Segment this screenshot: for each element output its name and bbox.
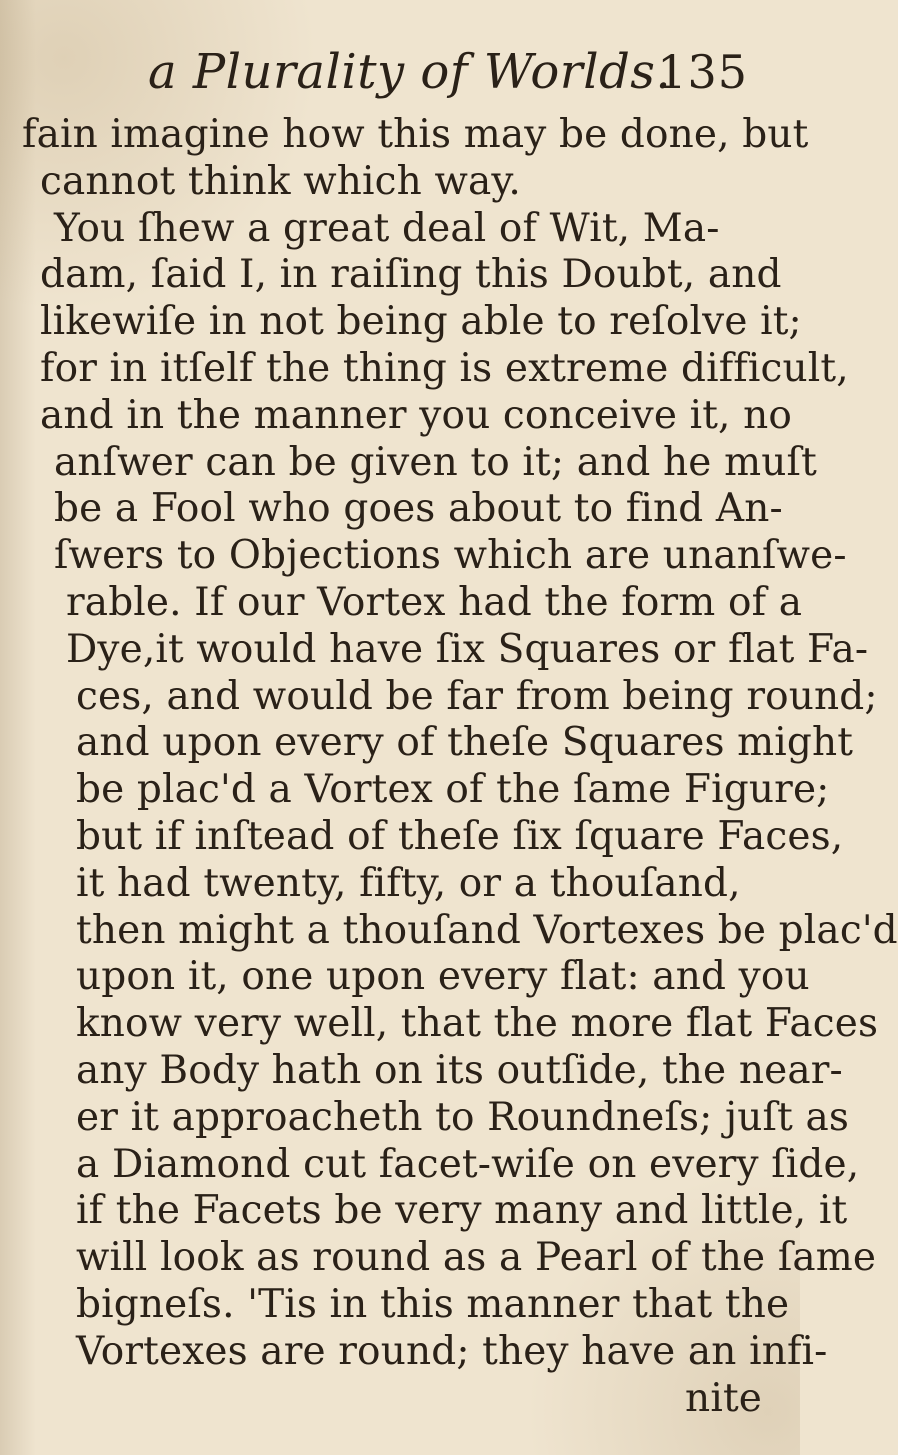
- text-line: be plac'd a Vortex of the ſame Figure;: [76, 767, 830, 813]
- text-line: upon it, one upon every flat: and you: [76, 954, 810, 1000]
- text-line: if the Facets be very many and little, it: [76, 1188, 848, 1234]
- text-line: then might a thouſand Vortexes be plac'd: [76, 907, 898, 953]
- text-line: for in itſelf the thing is extreme difficult,: [40, 345, 849, 391]
- text-line: ces, and would be far from being round;: [76, 673, 878, 719]
- running-title: a Plurality of Worlds.: [148, 44, 672, 100]
- text-line: but if inſtead of theſe ſix ſquare Faces,: [76, 813, 844, 859]
- text-line: anſwer can be given to it; and he muſt: [54, 439, 817, 485]
- text-line: You ſhew a great deal of Wit, Ma-: [54, 205, 720, 251]
- text-line: Dye,it would have ſix Squares or flat Fa-: [66, 626, 869, 672]
- text-line: dam, ſaid I, in raiſing this Doubt, and: [40, 252, 782, 298]
- text-line: fain imagine how this may be done, but: [22, 112, 809, 157]
- text-line: rable. If our Vortex had the form of a: [66, 579, 803, 625]
- text-line: be a Fool who goes about to find An-: [54, 486, 783, 532]
- text-line: and in the manner you conceive it, no: [40, 392, 793, 438]
- text-line: know very well, that the more flat Faces: [76, 1001, 879, 1047]
- page-number: 135: [657, 45, 748, 99]
- text-line: er it approacheth to Roundneſs; juſt as: [76, 1094, 850, 1140]
- text-line: a Diamond cut facet-wiſe on every ſide,: [76, 1141, 860, 1187]
- text-line: will look as round as a Pearl of the ſame: [76, 1235, 877, 1281]
- text-line: Vortexes are round; they have an infi-: [76, 1328, 828, 1374]
- text-line: likewiſe in not being able to reſolve it;: [40, 299, 802, 345]
- catchword: nite: [685, 1375, 762, 1421]
- body-text: [22, 112, 898, 1422]
- running-header: [148, 36, 748, 108]
- text-line: bigneſs. 'Tis in this manner that the: [76, 1281, 790, 1327]
- text-line: it had twenty, fifty, or a thouſand,: [76, 860, 741, 906]
- text-line: ſwers to Objections which are unanſwe-: [54, 533, 847, 579]
- text-line: cannot think which way.: [40, 158, 521, 204]
- text-line: and upon every of theſe Squares might: [76, 720, 854, 766]
- text-line: any Body hath on its outſide, the near-: [76, 1047, 843, 1093]
